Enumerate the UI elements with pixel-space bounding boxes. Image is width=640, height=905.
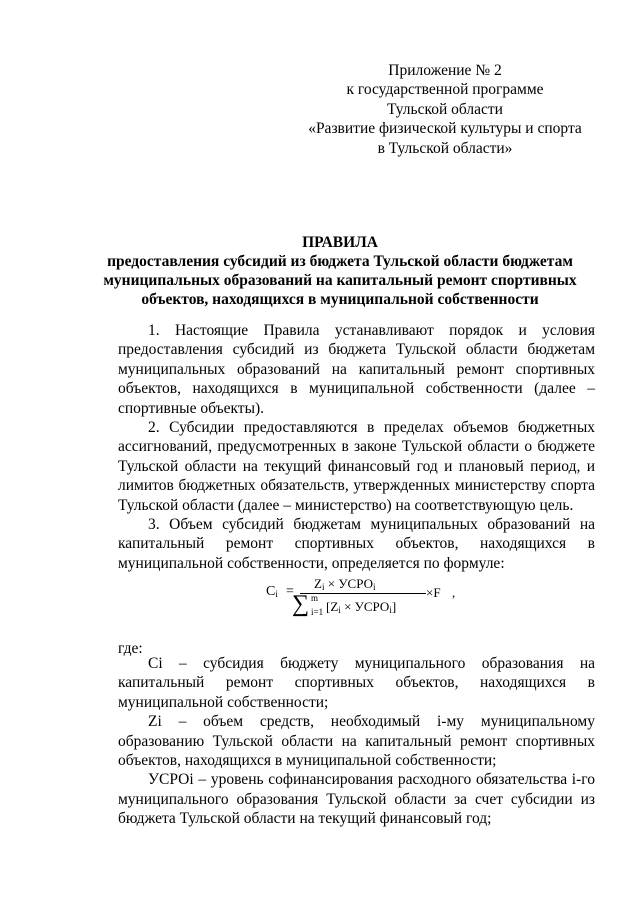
formula-usro: УСРО [338,576,373,591]
formula-lhs-sub: i [275,589,278,599]
formula-numerator-z: Z [314,576,322,591]
fraction-bar [300,593,426,594]
formula-bracket-close: ] [391,599,397,614]
formula-denominator-z: Z [330,599,339,614]
formula-sum-sign: ∑ [292,591,310,617]
formula-sum-upper: m [311,593,319,603]
appendix-line: к государственной программе [346,81,544,99]
heading-title: ПРАВИЛА [302,234,378,251]
formula-times-f: ×F [426,585,441,600]
formula-numerator-z-sub: i [321,582,325,592]
appendix-line: в Тульской области» [377,139,513,157]
definition-item: УСРОi – уровень софинансирования расходного обязательства i-го муниципального образования Тульской области за счет субсидии из бюджета Тульской области на текущий финансовый год; [118,771,595,828]
formula-usro-sub: i [372,582,376,592]
rules-heading [90,233,590,309]
formula-bracket-open: [ [326,599,331,614]
appendix-block [300,61,590,158]
appendix-line: «Развитие физической культуры и спорта [308,120,582,138]
formula-lhs: C [266,584,276,599]
where-label: где: [118,640,143,657]
heading-line: предоставления субсидий из бюджета Тульской области бюджетам [107,253,573,270]
formula-equals: = [286,584,294,599]
paragraph: 3. Объем субсидий бюджетам муниципальных образований на капитальный ремонт спортивных объектов, находящихся в муниципальной собственности, определяется по формуле: [118,516,595,572]
formula-denominator-usro: УСРО [354,599,390,614]
definitions [118,654,595,829]
paragraph: 1. Настоящие Правила устанавливают порядок и условия предоставления субсидий из бюджета Тульской области бюджетам муниципальных образований на капитальный ремонт спортивных объектов, находящихся в муниципальной собственности (далее – спортивные объекты). [118,322,595,417]
formula-times: × [344,599,352,614]
appendix-line: Приложение № 2 [388,62,502,79]
definition-item: Ci – субсидия бюджету муниципального образования на капитальный ремонт спортивных объектов, находящихся в муниципальной собственности; [118,655,595,711]
definition-item: Zi – объем средств, необходимый i-му муниципальному образованию Тульской области на капитальный ремонт спортивных объектов, находящихся в муниципальной собственности; [118,713,595,770]
formula-comma: , [452,585,456,600]
paragraph: 2. Субсидии предоставляются в пределах объемов бюджетных ассигнований, предусмотренных в законе Тульской области о бюджете Тульской области на текущий финансовый год и плановый период, и лимитов бюджетных обязательств, утвержденных министерству спорта Тульской области (далее – министерство) на соответствующую цель. [118,419,595,514]
formula-denominator-z-sub: i [338,605,341,615]
appendix-line: Тульской области [387,100,503,118]
formula-sum-lower: i=1 [311,607,324,617]
formula-denominator-usro-sub: i [389,605,392,615]
heading-line: объектов, находящихся в муниципальной собственности [141,291,539,308]
subsidy-formula [266,574,486,620]
heading-line: муниципальных образований на капитальный ремонт спортивных [103,272,577,289]
formula-times: × [327,576,336,591]
rules-paragraphs [118,321,595,573]
